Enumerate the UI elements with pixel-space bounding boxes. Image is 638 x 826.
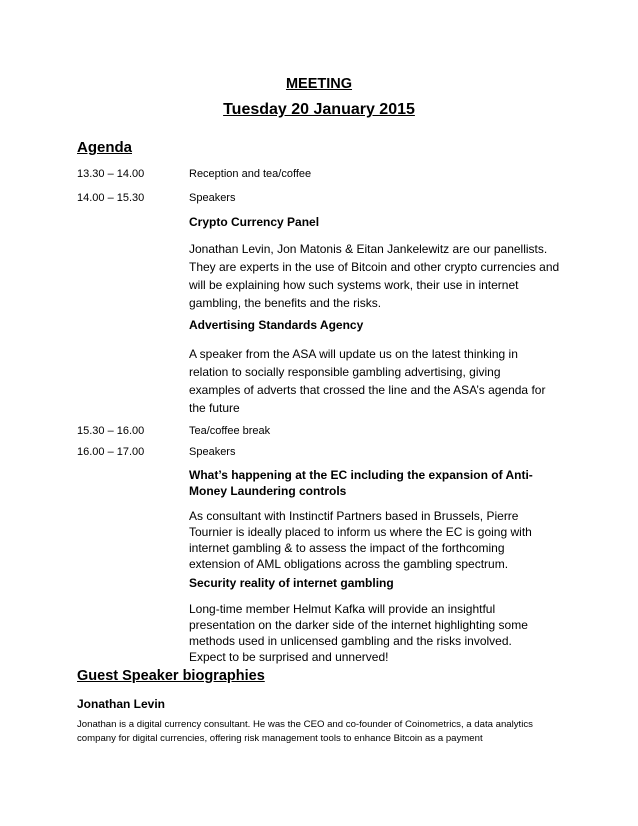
session-description: Long-time member Helmut Kafka will provide an insightful presentation on the darker side of the internet highlighting some methods used in unlicensed gambling and the risks involved. Expect to be surprised and unnerved! [189, 602, 528, 664]
bio-name: Jonathan Levin [77, 697, 166, 711]
guest-speakers-heading: Guest Speaker biographies [77, 668, 265, 684]
agenda-time: 16.00 – 17.00 [77, 446, 145, 458]
agenda-activity: Speakers [189, 446, 236, 458]
session-title: Crypto Currency Panel [189, 215, 320, 229]
meeting-title: MEETING [285, 76, 353, 92]
agenda-activity: Tea/coffee break [189, 425, 271, 437]
session-title: Advertising Standards Agency [189, 318, 364, 332]
meeting-date: Tuesday 20 January 2015 [223, 101, 415, 118]
agenda-activity: Reception and tea/coffee [189, 168, 312, 180]
session-title: What’s happening at the EC including the expansion of Anti- [189, 468, 533, 482]
session-title: Security reality of internet gambling [189, 576, 394, 590]
agenda-heading: Agenda [77, 139, 133, 156]
agenda-activity: Speakers [189, 192, 236, 204]
agenda-time: 15.30 – 16.00 [77, 425, 145, 437]
session-description: As consultant with Instinctif Partners based in Brussels, Pierre Tournier is ideally placed to inform us where the EC is going with internet gambling & to assess the impact of the forthcoming extension of AML obligations across the gambling spectrum. [189, 509, 532, 571]
bio-text: Jonathan is a digital currency consultant. He was the CEO and co-founder of Coinometrics, a data analytics company for digital currencies, offering risk management tools to enhance Bitcoin as a payment [77, 719, 533, 744]
agenda-time: 14.00 – 15.30 [77, 192, 145, 204]
session-description: A speaker from the ASA will update us on the latest thinking in relation to socially responsible gambling advertising, giving examples of adverts that crossed the line and the ASA’s agenda for the future [189, 347, 546, 415]
agenda-time: 13.30 – 14.00 [77, 168, 145, 180]
session-title: Money Laundering controls [189, 484, 347, 498]
session-description: Jonathan Levin, Jon Matonis & Eitan Jankelewitz are our panellists. They are experts in the use of Bitcoin and other crypto currencies and will be explaining how such systems work, their use in internet gambling, the benefits and the risks. [189, 242, 560, 310]
